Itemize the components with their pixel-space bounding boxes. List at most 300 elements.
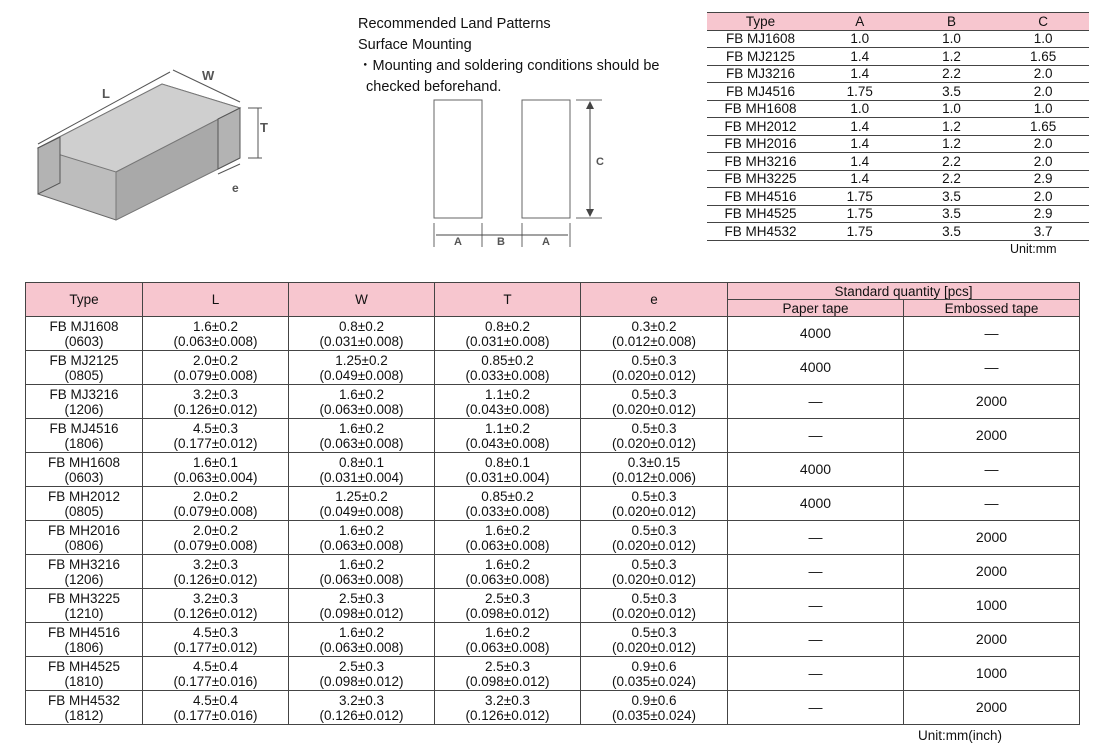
cell-paper-tape-line: — — [808, 631, 823, 647]
cell-type-line: FB MJ2125 — [49, 352, 119, 368]
cell-e-line: (0.035±0.024) — [612, 707, 696, 723]
drawing-label-B: B — [497, 236, 505, 248]
cell-embossed-tape-line: — — [984, 461, 999, 477]
cell-e — [581, 691, 728, 725]
cell-type-line: FB MH4525 — [47, 658, 121, 674]
land-cell-b: 1.2 — [906, 48, 998, 66]
cell-type — [26, 589, 143, 623]
cell-L — [143, 657, 289, 691]
cell-W-line: (0.098±0.012) — [319, 673, 404, 689]
drawing-label-A-right: A — [542, 236, 550, 248]
cell-L — [143, 351, 289, 385]
cell-e — [581, 453, 728, 487]
cell-embossed-tape-line: 2000 — [975, 393, 1008, 409]
cell-T-line: (0.033±0.008) — [465, 367, 550, 383]
cell-type-line: FB MH3225 — [47, 590, 121, 606]
cell-W-line: 3.2±0.3 — [339, 692, 384, 708]
cell-L-line: (0.126±0.012) — [173, 401, 258, 417]
table-row — [26, 657, 1080, 691]
cell-L — [143, 623, 289, 657]
cell-T-line: 1.6±0.2 — [485, 624, 530, 640]
cell-paper-tape — [728, 521, 904, 555]
cell-T — [435, 351, 581, 385]
land-header-b: B — [906, 13, 998, 31]
cell-T-line: (0.063±0.008) — [465, 571, 550, 587]
cell-T-line: 0.85±0.2 — [481, 352, 534, 368]
cell-e — [581, 317, 728, 351]
cell-paper-tape-line: — — [808, 393, 823, 409]
cell-e-line: 0.3±0.2 — [631, 318, 677, 334]
cell-T-line: 1.6±0.2 — [485, 556, 530, 572]
land-cell-c: 2.0 — [997, 135, 1089, 153]
land-note: ・Mounting and soldering conditions should be checked beforehand. — [358, 58, 660, 95]
land-cell-a: 1.0 — [814, 30, 906, 48]
land-cell-c: 2.0 — [997, 83, 1089, 101]
land-table-row — [707, 100, 1089, 118]
cell-type — [26, 623, 143, 657]
land-cell-b: 1.0 — [906, 30, 998, 48]
cell-type-line: (1810) — [64, 673, 104, 689]
land-cell-a: 1.4 — [814, 170, 906, 188]
cell-W — [289, 657, 435, 691]
land-cell-c: 2.9 — [997, 205, 1089, 223]
header-paper-tape: Paper tape — [728, 300, 904, 317]
cell-e-line: (0.020±0.012) — [612, 537, 696, 553]
land-cell-type: FB MH3216 — [707, 153, 814, 171]
cell-type — [26, 385, 143, 419]
cell-L — [143, 453, 289, 487]
cell-L-line: (0.079±0.008) — [173, 503, 258, 519]
cell-e-line: 0.5±0.3 — [631, 488, 677, 504]
table-row — [26, 521, 1080, 555]
cell-e-line: 0.5±0.3 — [631, 420, 677, 436]
cell-type-line: FB MH3216 — [47, 556, 121, 572]
cell-L-line: 4.5±0.4 — [193, 658, 238, 674]
cell-L-line: 4.5±0.4 — [193, 692, 238, 708]
cell-T-line: 1.6±0.2 — [485, 522, 530, 538]
land-header-type: Type — [707, 13, 814, 31]
cell-type-line: FB MH1608 — [47, 454, 121, 470]
cell-T-line: (0.043±0.008) — [465, 435, 550, 451]
cell-W-line: 1.6±0.2 — [339, 420, 384, 436]
cell-e — [581, 555, 728, 589]
cell-embossed-tape-line: 1000 — [975, 597, 1008, 613]
land-cell-c: 2.0 — [997, 65, 1089, 83]
cell-L — [143, 555, 289, 589]
cell-type — [26, 317, 143, 351]
cell-e — [581, 589, 728, 623]
cell-T — [435, 623, 581, 657]
cell-T — [435, 487, 581, 521]
cell-W-line: (0.063±0.008) — [319, 537, 404, 553]
cell-L-line: (0.063±0.004) — [173, 469, 258, 485]
cell-L-line: 4.5±0.3 — [193, 624, 238, 640]
cell-W — [289, 691, 435, 725]
cell-paper-tape-line: — — [808, 427, 823, 443]
header-embossed-tape: Embossed tape — [904, 300, 1080, 317]
cell-paper-tape — [728, 385, 904, 419]
cell-paper-tape-line: — — [808, 563, 823, 579]
land-heading: Recommended Land Patterns — [358, 16, 551, 32]
header-W: W — [289, 283, 435, 317]
cell-type-line: FB MH4516 — [47, 624, 121, 640]
cell-e-line: 0.5±0.3 — [631, 352, 677, 368]
main-unit-note: Unit:mm(inch) — [918, 728, 1003, 743]
land-cell-b: 3.5 — [906, 83, 998, 101]
cell-type-line: (1806) — [64, 435, 104, 451]
land-cell-c: 3.7 — [997, 223, 1089, 241]
cell-T-line: (0.063±0.008) — [465, 537, 550, 553]
cell-type — [26, 521, 143, 555]
cell-embossed-tape-line: — — [984, 359, 999, 375]
cell-T — [435, 691, 581, 725]
land-cell-a: 1.4 — [814, 153, 906, 171]
cell-L-line: (0.126±0.012) — [173, 605, 258, 621]
table-row — [26, 555, 1080, 589]
land-cell-type: FB MH1608 — [707, 100, 814, 118]
cell-W — [289, 487, 435, 521]
cell-e-line: (0.012±0.006) — [612, 469, 696, 485]
header-L: L — [143, 283, 289, 317]
cell-L-line: (0.126±0.012) — [173, 571, 258, 587]
cell-e-line: (0.020±0.012) — [612, 435, 696, 451]
land-cell-b: 3.5 — [906, 188, 998, 206]
table-row — [26, 691, 1080, 725]
cell-T-line: 3.2±0.3 — [485, 692, 530, 708]
cell-W-line: 1.6±0.2 — [339, 522, 384, 538]
cell-W-line: (0.063±0.008) — [319, 639, 404, 655]
cell-L-line: (0.177±0.012) — [173, 435, 258, 451]
cell-type-line: FB MH4532 — [47, 692, 121, 708]
land-cell-type: FB MH3225 — [707, 170, 814, 188]
cell-type — [26, 419, 143, 453]
cell-type-line: (1806) — [64, 639, 104, 655]
cell-type-line: FB MH2016 — [47, 522, 121, 538]
cell-embossed-tape-line: 2000 — [975, 631, 1008, 647]
cell-e-line: 0.3±0.15 — [627, 454, 681, 470]
cell-W-line: (0.098±0.012) — [319, 605, 404, 621]
cell-embossed-tape — [904, 385, 1080, 419]
land-cell-a: 1.75 — [814, 205, 906, 223]
cell-e-line: 0.9±0.6 — [631, 692, 677, 708]
table-row — [26, 351, 1080, 385]
land-cell-type: FB MJ1608 — [707, 30, 814, 48]
land-cell-a: 1.4 — [814, 118, 906, 136]
cell-L-line: 2.0±0.2 — [193, 522, 238, 538]
cell-T-line: 2.5±0.3 — [485, 590, 530, 606]
cell-T — [435, 521, 581, 555]
land-cell-b: 1.2 — [906, 118, 998, 136]
cell-embossed-tape-line: 2000 — [975, 699, 1008, 715]
cell-W-line: (0.063±0.008) — [319, 571, 404, 587]
cell-embossed-tape — [904, 623, 1080, 657]
cell-W-line: 1.6±0.2 — [339, 556, 384, 572]
cell-W-line: (0.049±0.008) — [319, 503, 404, 519]
cell-paper-tape-line: — — [808, 699, 823, 715]
land-cell-a: 1.75 — [814, 188, 906, 206]
cell-T — [435, 453, 581, 487]
land-table-row — [707, 65, 1089, 83]
land-cell-a: 1.75 — [814, 83, 906, 101]
land-cell-c: 1.0 — [997, 30, 1089, 48]
cell-paper-tape — [728, 555, 904, 589]
cell-W-line: (0.031±0.004) — [319, 469, 404, 485]
cell-embossed-tape — [904, 317, 1080, 351]
cell-L-line: 3.2±0.3 — [193, 556, 238, 572]
land-table-row — [707, 48, 1089, 66]
cell-T-line: (0.063±0.008) — [465, 639, 550, 655]
cell-embossed-tape-line: — — [984, 495, 999, 511]
land-cell-a: 1.4 — [814, 65, 906, 83]
cell-W — [289, 521, 435, 555]
cell-type-line: (0603) — [64, 333, 104, 349]
header-type: Type — [26, 283, 143, 317]
cell-type-line: (0805) — [64, 503, 104, 519]
drawing-label-L: L — [102, 86, 110, 101]
land-cell-type: FB MH4525 — [707, 205, 814, 223]
land-subheading: Surface Mounting — [358, 37, 472, 53]
cell-e-line: 0.5±0.3 — [631, 624, 677, 640]
table-row — [26, 317, 1080, 351]
table-row — [26, 419, 1080, 453]
cell-T-line: (0.031±0.004) — [465, 469, 550, 485]
cell-L-line: 3.2±0.3 — [193, 590, 238, 606]
cell-paper-tape — [728, 317, 904, 351]
land-table-row — [707, 153, 1089, 171]
cell-e — [581, 487, 728, 521]
cell-type — [26, 657, 143, 691]
cell-type — [26, 691, 143, 725]
cell-e — [581, 419, 728, 453]
land-table-row — [707, 118, 1089, 136]
cell-embossed-tape-line: 2000 — [975, 563, 1008, 579]
cell-paper-tape-line: — — [808, 597, 823, 613]
cell-W-line: (0.126±0.012) — [319, 707, 404, 723]
cell-type-line: (0603) — [64, 469, 104, 485]
cell-L-line: (0.177±0.012) — [173, 639, 258, 655]
table-row — [26, 453, 1080, 487]
cell-T — [435, 589, 581, 623]
land-table-row — [707, 135, 1089, 153]
cell-W-line: 1.25±0.2 — [335, 352, 388, 368]
cell-e-line: (0.020±0.012) — [612, 367, 696, 383]
land-table-row — [707, 30, 1089, 48]
cell-paper-tape-line: — — [808, 529, 823, 545]
cell-L-line: 4.5±0.3 — [193, 420, 238, 436]
cell-T — [435, 657, 581, 691]
cell-embossed-tape — [904, 589, 1080, 623]
cell-L-line: (0.079±0.008) — [173, 537, 258, 553]
cell-L — [143, 521, 289, 555]
cell-W — [289, 589, 435, 623]
cell-embossed-tape-line: 2000 — [975, 529, 1008, 545]
dimensions-table — [25, 282, 1080, 725]
cell-type-line: FB MJ1608 — [49, 318, 119, 334]
cell-paper-tape-line: 4000 — [799, 495, 832, 511]
cell-paper-tape-line: — — [808, 665, 823, 681]
cell-e-line: (0.020±0.012) — [612, 571, 696, 587]
land-unit-note: Unit:mm — [1010, 242, 1057, 256]
cell-type — [26, 555, 143, 589]
cell-e-line: 0.5±0.3 — [631, 590, 677, 606]
cell-T-line: 0.8±0.1 — [485, 454, 530, 470]
cell-type-line: FB MJ4516 — [49, 420, 119, 436]
cell-e — [581, 657, 728, 691]
cell-paper-tape-line: 4000 — [799, 359, 832, 375]
cell-paper-tape — [728, 589, 904, 623]
land-cell-a: 1.75 — [814, 223, 906, 241]
cell-paper-tape — [728, 419, 904, 453]
cell-type-line: (1206) — [64, 571, 104, 587]
cell-L-line: (0.063±0.008) — [173, 333, 258, 349]
table-row — [26, 623, 1080, 657]
cell-embossed-tape — [904, 691, 1080, 725]
cell-T-line: 0.8±0.2 — [485, 318, 530, 334]
cell-type — [26, 453, 143, 487]
cell-paper-tape — [728, 487, 904, 521]
cell-e — [581, 521, 728, 555]
cell-T-line: (0.043±0.008) — [465, 401, 550, 417]
cell-T-line: 2.5±0.3 — [485, 658, 530, 674]
cell-W-line: 1.6±0.2 — [339, 624, 384, 640]
land-cell-type: FB MJ3216 — [707, 65, 814, 83]
cell-paper-tape — [728, 623, 904, 657]
cell-e-line: 0.5±0.3 — [631, 386, 677, 402]
land-cell-b: 1.2 — [906, 135, 998, 153]
land-cell-a: 1.4 — [814, 48, 906, 66]
cell-W-line: (0.049±0.008) — [319, 367, 404, 383]
cell-W-line: (0.063±0.008) — [319, 401, 404, 417]
header-T: T — [435, 283, 581, 317]
land-cell-b: 3.5 — [906, 223, 998, 241]
land-table-row — [707, 223, 1089, 241]
land-cell-type: FB MJ4516 — [707, 83, 814, 101]
cell-paper-tape-line: 4000 — [799, 325, 832, 341]
land-table-row — [707, 170, 1089, 188]
cell-L — [143, 691, 289, 725]
cell-L — [143, 385, 289, 419]
land-cell-b: 2.2 — [906, 65, 998, 83]
cell-paper-tape — [728, 691, 904, 725]
land-pattern-table — [707, 12, 1089, 241]
cell-T-line: (0.126±0.012) — [465, 707, 550, 723]
cell-type-line: (0806) — [64, 537, 104, 553]
land-cell-c: 2.0 — [997, 188, 1089, 206]
cell-L-line: 1.6±0.1 — [193, 454, 238, 470]
cell-embossed-tape — [904, 555, 1080, 589]
cell-e — [581, 623, 728, 657]
cell-e-line: (0.020±0.012) — [612, 605, 696, 621]
cell-T-line: 1.1±0.2 — [485, 420, 530, 436]
cell-L — [143, 317, 289, 351]
land-pattern-notes — [358, 14, 698, 98]
land-cell-b: 2.2 — [906, 153, 998, 171]
land-cell-c: 2.9 — [997, 170, 1089, 188]
cell-W-line: (0.031±0.008) — [319, 333, 404, 349]
cell-L-line: (0.177±0.016) — [173, 707, 258, 723]
cell-embossed-tape — [904, 453, 1080, 487]
cell-T-line: (0.033±0.008) — [465, 503, 550, 519]
cell-L — [143, 487, 289, 521]
land-header-c: C — [997, 13, 1089, 31]
cell-T-line: (0.031±0.008) — [465, 333, 550, 349]
cell-W — [289, 623, 435, 657]
cell-L — [143, 589, 289, 623]
cell-e — [581, 385, 728, 419]
cell-type — [26, 351, 143, 385]
cell-L — [143, 419, 289, 453]
cell-embossed-tape — [904, 521, 1080, 555]
land-cell-type: FB MH4532 — [707, 223, 814, 241]
cell-W — [289, 555, 435, 589]
cell-paper-tape — [728, 351, 904, 385]
cell-embossed-tape-line: 2000 — [975, 427, 1008, 443]
cell-type-line: (1206) — [64, 401, 104, 417]
cell-L-line: 3.2±0.3 — [193, 386, 238, 402]
header-e: e — [581, 283, 728, 317]
cell-T-line: (0.098±0.012) — [465, 673, 550, 689]
cell-L-line: (0.079±0.008) — [173, 367, 258, 383]
cell-T-line: (0.098±0.012) — [465, 605, 550, 621]
land-cell-c: 1.0 — [997, 100, 1089, 118]
cell-L-line: 1.6±0.2 — [193, 318, 238, 334]
header-standard-quantity: Standard quantity [pcs] — [728, 283, 1080, 300]
land-cell-a: 1.0 — [814, 100, 906, 118]
land-table-row — [707, 83, 1089, 101]
land-table-row — [707, 188, 1089, 206]
cell-W-line: 0.8±0.2 — [339, 318, 384, 334]
cell-e-line: 0.5±0.3 — [631, 556, 677, 572]
cell-embossed-tape-line: — — [984, 325, 999, 341]
cell-e-line: (0.035±0.024) — [612, 673, 696, 689]
table-row — [26, 487, 1080, 521]
cell-W-line: (0.063±0.008) — [319, 435, 404, 451]
table-row — [26, 385, 1080, 419]
cell-type-line: FB MJ3216 — [49, 386, 119, 402]
cell-W-line: 0.8±0.1 — [339, 454, 384, 470]
cell-W — [289, 351, 435, 385]
cell-e-line: (0.020±0.012) — [612, 401, 696, 417]
land-cell-b: 1.0 — [906, 100, 998, 118]
cell-embossed-tape-line: 1000 — [975, 665, 1008, 681]
cell-e-line: (0.020±0.012) — [612, 639, 696, 655]
drawing-label-T: T — [260, 120, 268, 135]
cell-e-line: (0.020±0.012) — [612, 503, 696, 519]
land-table-row — [707, 205, 1089, 223]
cell-W-line: 1.6±0.2 — [339, 386, 384, 402]
land-cell-type: FB MJ2125 — [707, 48, 814, 66]
cell-W-line: 1.25±0.2 — [335, 488, 388, 504]
drawing-label-C: C — [596, 156, 604, 168]
cell-W — [289, 317, 435, 351]
cell-type-line: (1210) — [64, 605, 104, 621]
cell-W — [289, 453, 435, 487]
cell-T — [435, 317, 581, 351]
land-cell-b: 2.2 — [906, 170, 998, 188]
cell-type-line: (1812) — [64, 707, 104, 723]
table-row — [26, 589, 1080, 623]
cell-e — [581, 351, 728, 385]
cell-W — [289, 419, 435, 453]
cell-L-line: (0.177±0.016) — [173, 673, 258, 689]
land-header-a: A — [814, 13, 906, 31]
cell-type-line: (0805) — [64, 367, 104, 383]
cell-W — [289, 385, 435, 419]
cell-T-line: 1.1±0.2 — [485, 386, 530, 402]
land-cell-a: 1.4 — [814, 135, 906, 153]
cell-T — [435, 385, 581, 419]
land-pattern-drawing — [420, 95, 620, 255]
